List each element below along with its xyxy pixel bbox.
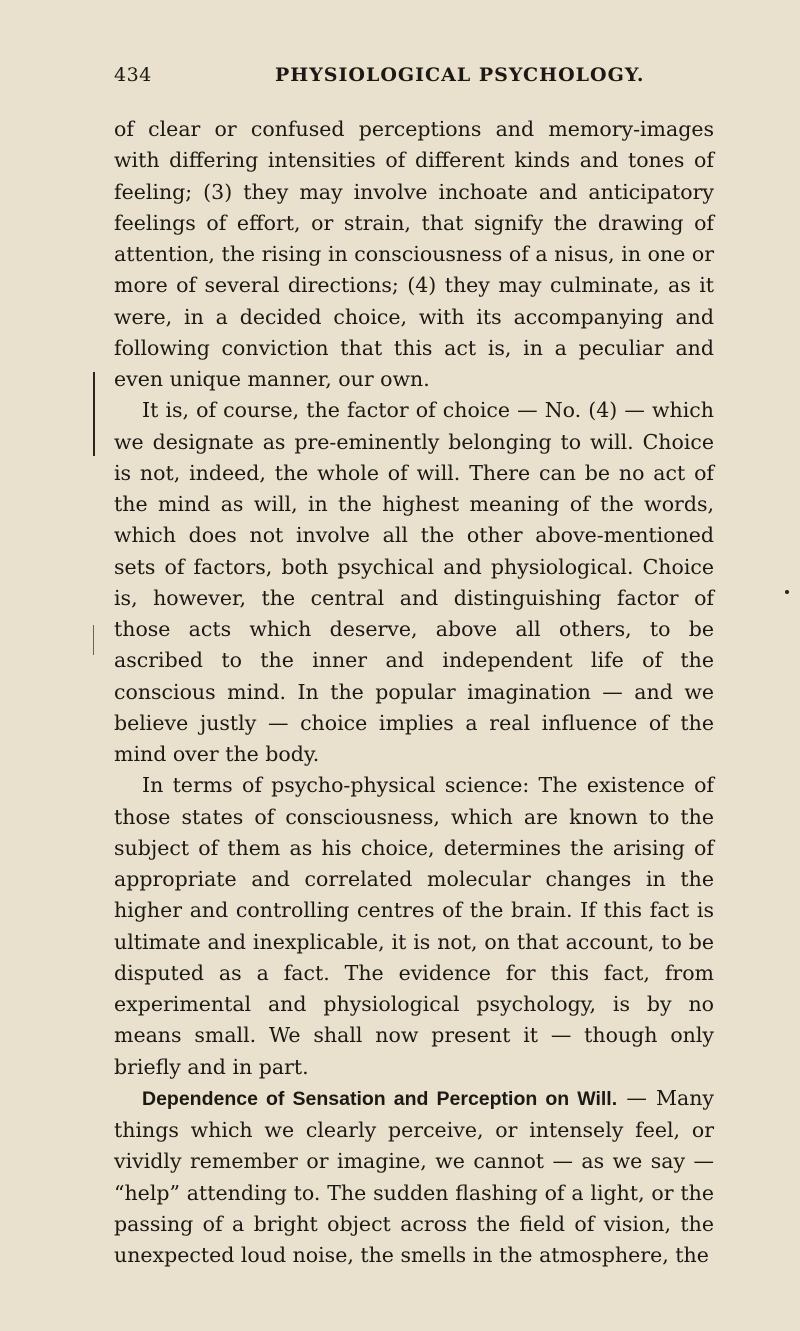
paragraph-4-text: — Many things which we clearly perceive, or intensely feel, or vividly remember or imagine, we cannot — as we say — “help” attending to. The sudden flashing of a light, or the passing of a bright object across the field of vision, the unexpected loud noise, the smells in the atmosphere, the: [114, 1085, 714, 1267]
margin-pencil-mark: [93, 625, 94, 655]
margin-bracket-mark: [93, 372, 95, 456]
paragraph-4: [114, 1083, 714, 1272]
running-title: PHYSIOLOGICAL PSYCHOLOGY.: [275, 64, 645, 86]
page-number: 434: [114, 64, 152, 86]
paragraph-3: In terms of psycho-physical science: The existence of those states of consciousness, which are known to the subject of them as his choice, determines the arising of appropriate and correlated molecular changes in the higher and controlling centres of the brain. If this fact is ultimate and inexplicable, it is not, on that account, to be disputed as a fact. The evidence for this fact, from experimental and physiological psychology, is by no means small. We shall now present it — though only briefly and in part.: [114, 773, 714, 1079]
section-runin-heading: Dependence of Sensation and Perception on Will.: [142, 1087, 618, 1110]
margin-dot: [785, 590, 789, 594]
page-header: [114, 64, 714, 90]
paragraph-1: of clear or confused perceptions and memory-images with differing intensities of different kinds and tones of feeling; (3) they may involve inchoate and anticipatory feelings of effort, or strain, that signify the drawing of attention, the rising in consciousness of a nisus, in one or more of several directions; (4) they may culminate, as it were, in a decided choice, with its accompanying and following conviction that this act is, in a peculiar and even unique manner, our own.: [114, 117, 714, 391]
paragraph-2: It is, of course, the factor of choice — No. (4) — which we designate as pre-eminently belonging to will. Choice is not, indeed, the whole of will. There can be no act of the mind as will, in the highest meaning of the words, which does not involve all the other above-mentioned sets of factors, both psychical and physiological. Choice is, however, the central and distinguishing factor of those acts which deserve, above all others, to be ascribed to the inner and independent life of the conscious mind. In the popular imagination — and we believe justly — choice implies a real influence of the mind over the body.: [114, 398, 714, 766]
body-text: [114, 114, 714, 1271]
